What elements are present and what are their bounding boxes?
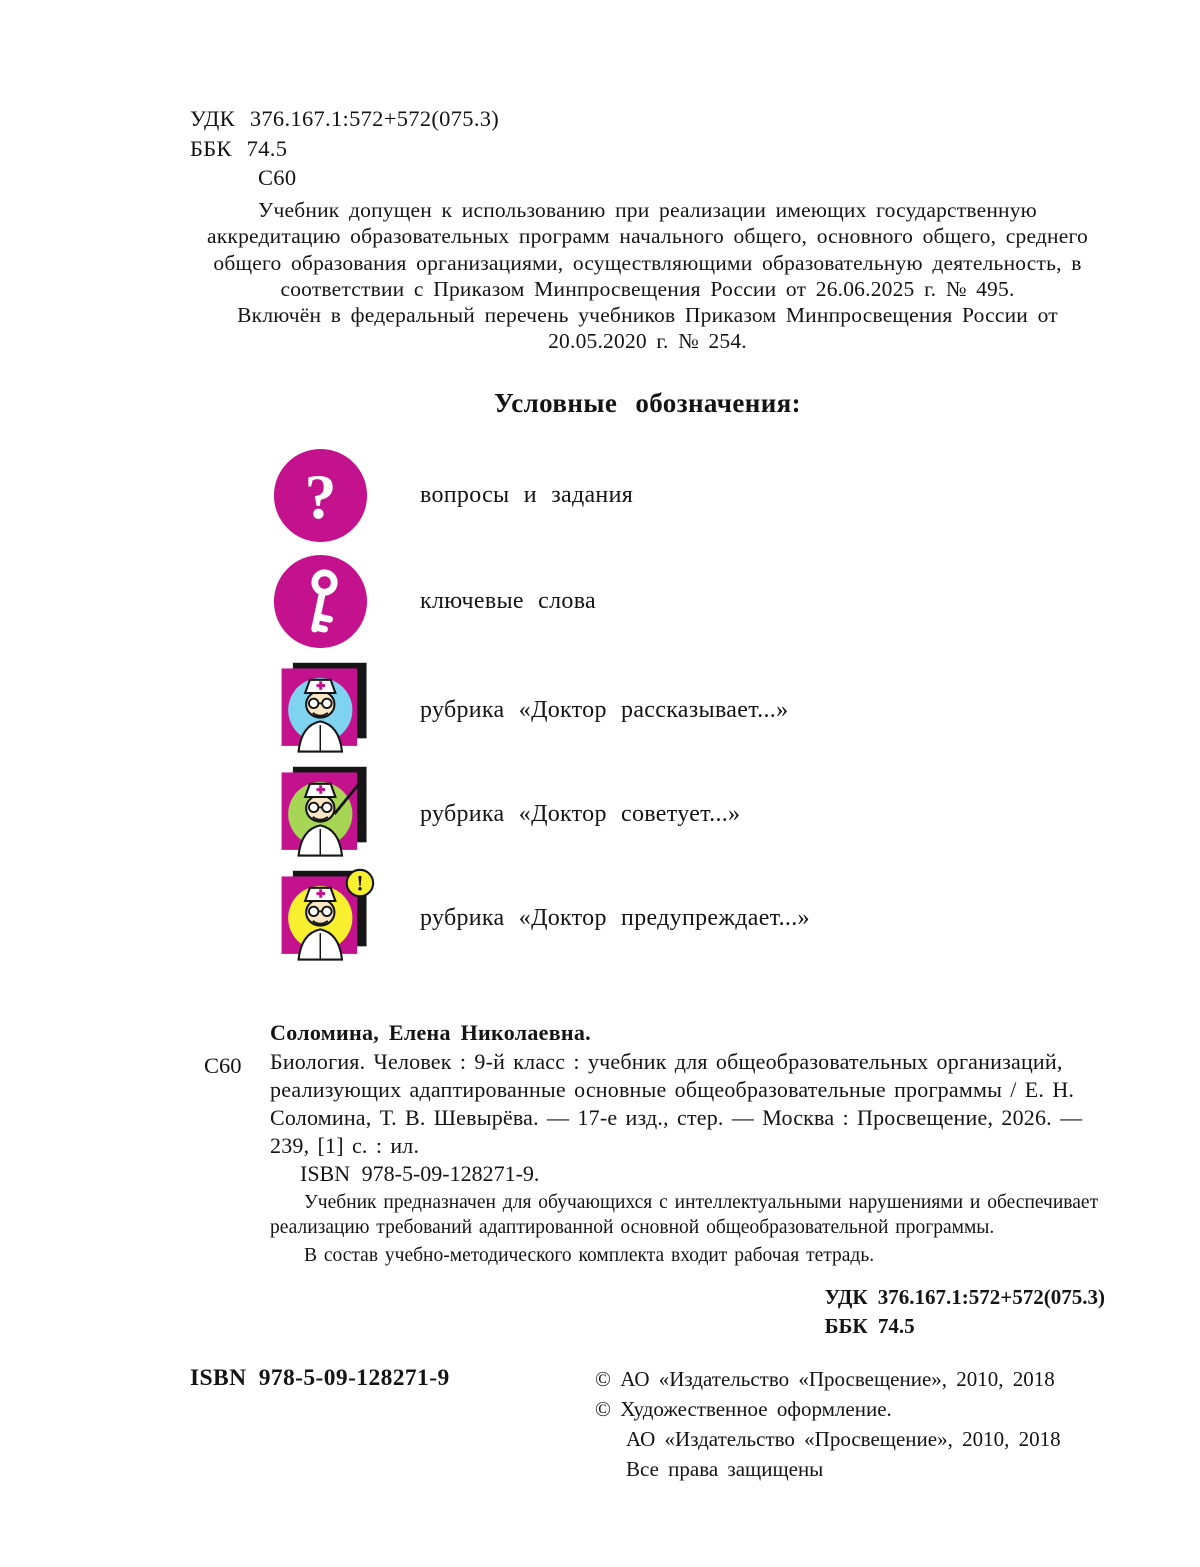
question-icon	[272, 447, 369, 544]
bib-complect-note: В состав учебно-методического комплекта входит рабочая тетрадь.	[304, 1244, 875, 1266]
legend-label-questions: вопросы и задания	[420, 482, 634, 509]
legend-item-keywords	[190, 553, 1105, 650]
imprint-footer	[190, 1365, 1105, 1484]
legend-label-doctor-tells: рубрика «Доктор рассказывает...»	[420, 696, 789, 723]
footer-isbn: ISBN 978-5-09-128271-9	[190, 1365, 450, 1392]
doctor-tells-icon	[272, 659, 378, 761]
icon-cell	[272, 659, 420, 761]
bib-udk-block	[825, 1283, 1105, 1342]
approval-paragraph: Учебник допущен к использованию при реализации имеющих государственную аккредитацию образовательных программ начального общего, основного общего, среднего общего образования организациями, осуществляющими образовательную деятельность, в соответствии с Приказом Минпросвещения России от 26.06.2025 г. № 495.	[207, 198, 1088, 301]
key-icon	[272, 553, 369, 650]
bib-bbk-right: ББК 74.5	[824, 1313, 915, 1338]
doctor-advises-icon	[272, 763, 378, 865]
copyright-line: Все права защищены	[626, 1456, 824, 1481]
federal-list-paragraph: Включён в федеральный перечень учебников Приказом Минпросвещения России от 20.05.2020 г. № 254.	[237, 302, 1058, 354]
udk-line: УДК 376.167.1:572+572(075.3)	[190, 106, 500, 131]
doctor-warns-icon	[272, 867, 378, 969]
legend-label-doctor-advises: рубрика «Доктор советует...»	[420, 800, 741, 827]
legend	[190, 447, 1105, 969]
copyright-block	[595, 1365, 1061, 1484]
book-code: С60	[258, 165, 297, 191]
legend-title: Условные обозначения:	[493, 388, 802, 419]
svg-text:!: !	[356, 871, 364, 896]
legend-item-doctor-warns	[190, 867, 1105, 969]
bib-udk-right: УДК 376.167.1:572+572(075.3)	[824, 1284, 1105, 1309]
copyright-line: © Художественное оформление.	[595, 1397, 892, 1422]
imprint-header	[190, 104, 1105, 354]
legend-item-doctor-tells	[190, 659, 1105, 761]
bib-code: С60	[204, 1053, 242, 1079]
bibliographic-entry	[204, 1019, 1105, 1341]
copyright-line: © АО «Издательство «Просвещение», 2010, 2018	[595, 1367, 1055, 1392]
legend-label-doctor-warns: рубрика «Доктор предупреждает...»	[420, 904, 810, 931]
icon-cell	[272, 447, 420, 544]
bib-annotation: Учебник предназначен для обучающихся с интеллектуальными нарушениями и обеспечивает реализацию требований адаптированной основной общеобразовательной программы.	[270, 1192, 1099, 1239]
svg-text:?: ?	[304, 461, 337, 533]
legend-item-questions	[190, 447, 1105, 544]
icon-cell	[272, 867, 420, 969]
bib-author: Соломина, Елена Николаевна.	[270, 1020, 591, 1046]
icon-cell	[272, 763, 420, 865]
legend-label-keywords: ключевые слова	[420, 588, 596, 615]
bib-description: Биология. Человек : 9-й класс : учебник для общеобразовательных организаций, реализующих адаптированные основные общеобразовательные программы / Е. Н. Соломина, Т. В. Шевырёва. — 17-е изд., стер. — Москва : Просвещение, 2026. — 239, [1] с. : ил.	[270, 1048, 1083, 1158]
bbk-line: ББК 74.5	[190, 135, 288, 161]
bib-isbn: ISBN 978-5-09-128271-9.	[300, 1161, 540, 1187]
copyright-line: АО «Издательство «Просвещение», 2010, 2018	[626, 1426, 1061, 1451]
icon-cell	[272, 553, 420, 650]
legend-item-doctor-advises	[190, 763, 1105, 865]
